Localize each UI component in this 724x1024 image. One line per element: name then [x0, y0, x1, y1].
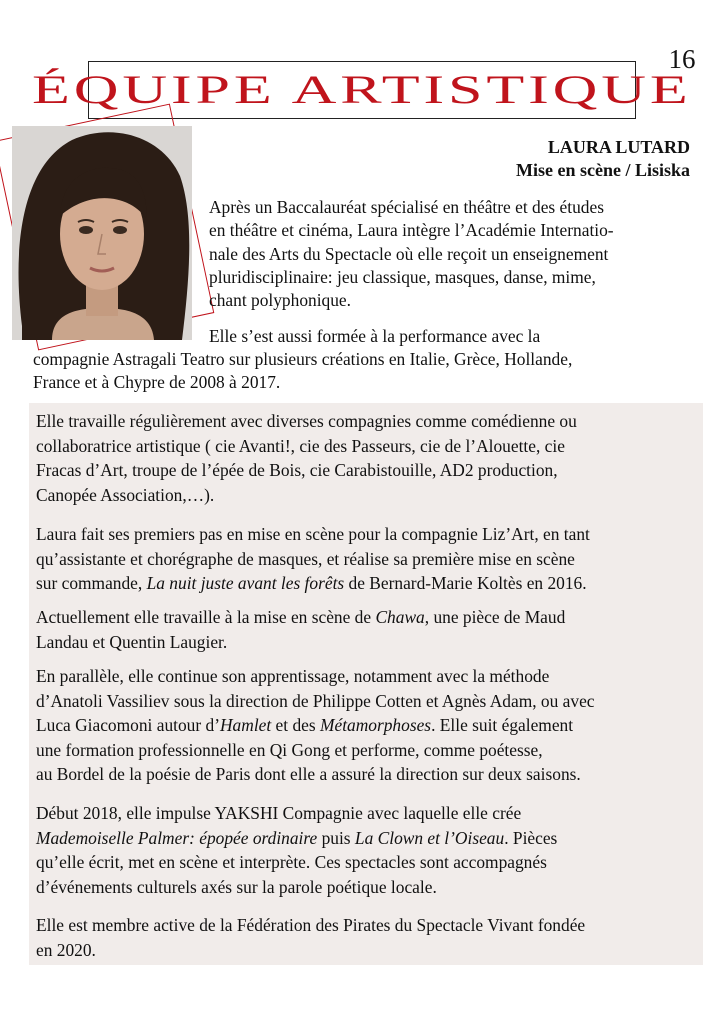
text-line: Fracas d’Art, troupe de l’épée de Bois, cie Carabistouille, AD2 production,: [36, 460, 558, 481]
text-line: d’Anatoli Vassiliev sous la direction de Philippe Cotten et Agnès Adam, ou avec: [36, 690, 595, 711]
text-line: nale des Arts du Spectacle où elle reçoit un enseignement: [209, 243, 609, 264]
text-line: [36, 826, 696, 851]
text-segment: et des: [271, 715, 320, 736]
text-line: En parallèle, elle continue son apprentissage, notamment avec la méthode: [36, 666, 550, 686]
text-line: d’événements culturels axés sur la parole poétique locale.: [36, 876, 437, 897]
person-role: Mise en scène / Lisiska: [516, 160, 690, 180]
text-segment: . Elle suit également: [431, 715, 574, 736]
play-title: Chawa: [375, 607, 425, 627]
text-segment: puis: [317, 827, 355, 848]
person-header: [516, 136, 690, 182]
text-line: [36, 605, 696, 630]
text-line: [36, 571, 696, 596]
text-line: Landau et Quentin Laugier.: [36, 631, 228, 652]
text-line: en 2020.: [36, 939, 96, 960]
text-line: collaboratrice artistique ( cie Avanti!, cie des Passeurs, cie de l’Alouette, cie: [36, 435, 565, 456]
bio-paragraph-company: [36, 801, 696, 899]
text-segment: de Bernard-Marie Koltès en 2016.: [344, 573, 587, 594]
text-segment: , une pièce de Maud: [424, 607, 566, 627]
text-line: Elle s’est aussi formée à la performance avec la: [209, 326, 541, 346]
training-paragraph-rest: [33, 348, 697, 395]
play-title: Hamlet: [220, 715, 272, 736]
text-line: qu’elle écrit, met en scène et interprète. Ces spectacles sont accompagnés: [36, 852, 547, 873]
play-title: La Clown et l’Oiseau: [354, 827, 505, 848]
portrait-illustration: [12, 126, 192, 340]
text-line: [36, 713, 696, 738]
text-line: au Bordel de la poésie de Paris dont elle a assuré la direction sur deux saisons.: [36, 764, 581, 785]
play-title: Mademoiselle Palmer: épopée ordinaire: [36, 827, 318, 848]
intro-paragraph: [209, 196, 697, 312]
text-segment: sur commande,: [36, 573, 147, 594]
text-line: Début 2018, elle impulse YAKSHI Compagnie avec laquelle elle crée: [36, 803, 522, 823]
portrait-photo: [12, 126, 192, 340]
bio-paragraph-directing: [36, 522, 696, 596]
play-title: Métamorphoses: [319, 715, 432, 736]
text-line: Elle est membre active de la Fédération des Pirates du Spectacle Vivant fondée: [36, 915, 586, 935]
text-line: chant polyphonique.: [209, 290, 351, 311]
bio-paragraph-federation: [36, 913, 696, 962]
text-line: Elle travaille régulièrement avec diverses compagnies comme comédienne ou: [36, 411, 577, 431]
page-number: 16: [668, 44, 696, 74]
bio-paragraph-current: [36, 605, 696, 654]
text-line: Laura fait ses premiers pas en mise en scène pour la compagnie Liz’Art, en tant: [36, 524, 590, 544]
person-name: LAURA LUTARD: [547, 137, 690, 157]
bio-paragraph-training: [36, 664, 696, 787]
text-line: compagnie Astragali Teatro sur plusieurs créations en Italie, Grèce, Hollande,: [33, 349, 573, 369]
training-paragraph-start: [209, 325, 697, 348]
text-line: une formation professionnelle en Qi Gong et performe, comme poétesse,: [36, 739, 543, 760]
text-line: pluridisciplinaire: jeu classique, masques, danse, mime,: [209, 266, 596, 287]
text-line: en théâtre et cinéma, Laura intègre l’Académie Internatio-: [209, 220, 614, 241]
text-line: qu’assistante et chorégraphe de masques, et réalise sa première mise en scène: [36, 548, 575, 569]
text-line: Après un Baccalauréat spécialisé en théâtre et des études: [209, 197, 604, 217]
page-title: ÉQUIPE ARTISTIQUE: [32, 67, 692, 112]
bio-paragraph-companies: [36, 409, 696, 507]
text-segment: Actuellement elle travaille à la mise en scène de: [36, 607, 376, 627]
text-segment: Luca Giacomoni autour d’: [36, 715, 220, 736]
play-title: La nuit juste avant les forêts: [146, 573, 345, 594]
text-line: Canopée Association,…).: [36, 484, 215, 505]
text-line: France et à Chypre de 2008 à 2017.: [33, 372, 281, 393]
text-segment: . Pièces: [504, 827, 558, 848]
